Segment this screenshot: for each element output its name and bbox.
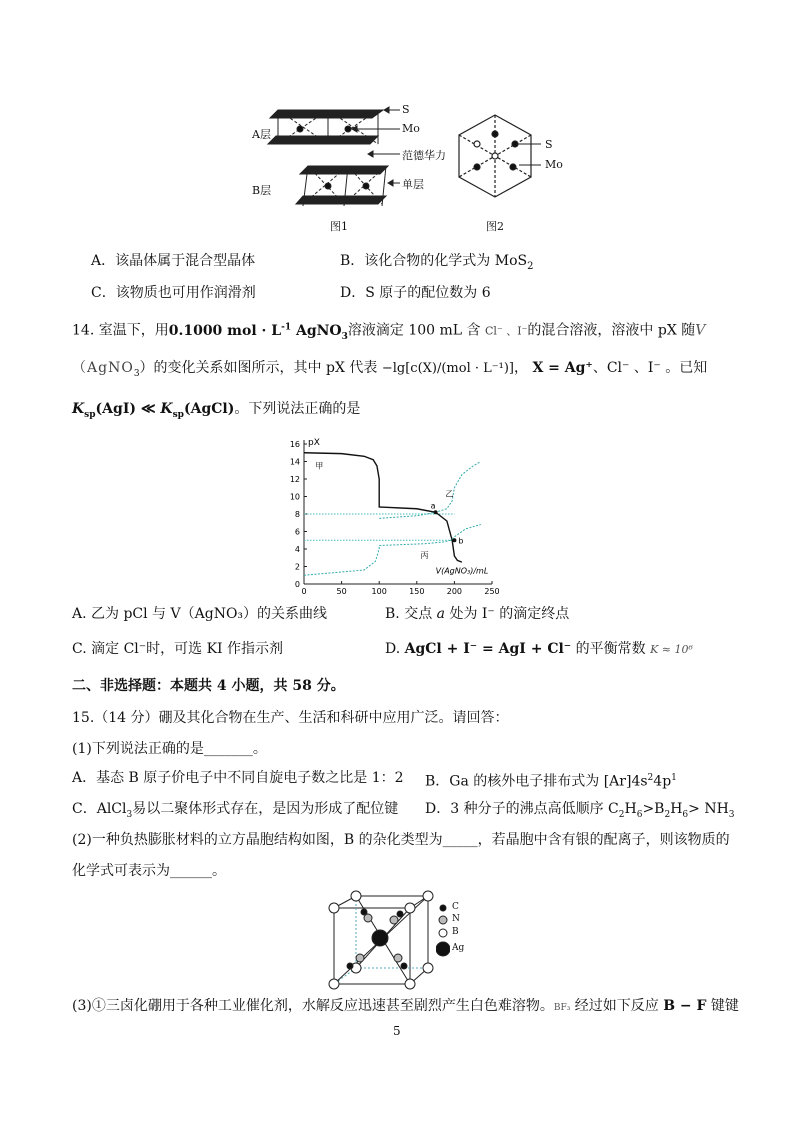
figure1-label-single: 单层 xyxy=(402,178,424,191)
q14-l2-a-sub: 3 xyxy=(133,368,140,379)
q15-od-h: H xyxy=(624,801,637,817)
q14-l3-k1: K xyxy=(72,401,85,417)
figure1-label-a: A层 xyxy=(252,128,271,141)
x-axis-label: V(AgNO₃)/mL xyxy=(435,566,489,576)
q14-l3-tail: 。下列说法正确的是 xyxy=(234,401,361,417)
q15-option-b-pre: B．Ga 的核外电子排布式为 [Ar]4s xyxy=(425,773,648,790)
q14-l2-d: 、Cl⁻ 、I⁻ 。已知 xyxy=(592,360,708,376)
figure2-caption: 图2 xyxy=(486,220,504,233)
q14-l1-b: 溶液滴定 100 mL 含 xyxy=(347,322,481,339)
titration-chart xyxy=(280,434,510,594)
q14-option-d-k: K ≈ 10⁶ xyxy=(650,643,693,656)
legend-n: N xyxy=(452,914,460,924)
y-tick-label: 2 xyxy=(294,562,300,572)
q13-option-c: C．该物质也可用作润滑剂 xyxy=(91,285,256,301)
q15-option-b-sup2: 1 xyxy=(671,773,677,783)
q14-l2-a: （AgNO xyxy=(72,360,134,376)
section2-heading xyxy=(72,677,345,695)
q15-p3-pre: (3)①三卤化硼用于各种工业催化剂，水解反应迅速甚至剧烈产生白色难溶物。 xyxy=(72,998,554,1014)
q15-option-c-post: 易以二聚体形式存在，是因为形成了配位键 xyxy=(132,801,399,817)
q14-l1-c: 的混合溶液，溶液中 pX 随 xyxy=(527,322,696,339)
q15-p3-mid: 经过如下反应 xyxy=(570,998,664,1014)
q14-option-d-eq: AgCl + I⁻ = AgI + Cl⁻ xyxy=(404,641,572,657)
q14-line-2 xyxy=(72,359,707,383)
unit-cell-figure xyxy=(328,890,440,990)
q15-option-c-pre: C．AlCl xyxy=(72,801,127,817)
q15-part2-line1: (2)一种负热膨胀材料的立方晶胞结构如图，B 的杂化类型为_____，若晶胞中含有银的配离子，则该物质的 xyxy=(72,832,730,848)
q14-l1-conc-sup: -1 xyxy=(281,322,292,332)
q15-intro: 15.（14 分）硼及其化合物在生产、生活和科研中应用广泛。请回答： xyxy=(72,710,509,726)
q14-option-a: A. 乙为 pCl 与 V（AgNO₃）的关系曲线 xyxy=(72,606,328,622)
q13-option-d: D．S 原子的配位数为 6 xyxy=(340,285,491,301)
series-label-bing: 丙 xyxy=(420,550,429,560)
y-axis-label: pX xyxy=(308,438,320,448)
section2-post: 分。 xyxy=(311,678,345,694)
y-tick-label: 8 xyxy=(294,510,300,519)
y-tick-label: 0 xyxy=(294,580,300,589)
unit-cell-legend-marks xyxy=(436,900,450,980)
figure1-label-b: B层 xyxy=(252,184,272,197)
legend-ag: Ag xyxy=(452,943,465,953)
figure1-label-mo: Mo xyxy=(402,122,420,135)
q15-od-s1: 2 xyxy=(618,809,625,820)
q14-l3-k2: K xyxy=(160,401,173,417)
q13-option-b xyxy=(340,252,533,276)
y-tick-label: 16 xyxy=(289,440,300,449)
figure1-label-s: S xyxy=(402,103,410,116)
q14-l3-k1-sub: sp xyxy=(84,409,96,420)
series-label-yi: 乙 xyxy=(445,489,454,499)
q14-option-b-a: a xyxy=(436,606,445,622)
y-tick-label: 6 xyxy=(294,527,300,537)
q15-option-b-mid: 4p xyxy=(653,773,672,790)
series-label-jia: 甲 xyxy=(315,461,324,471)
q14-l2-c: ， xyxy=(513,360,528,376)
q14-l1-v: V xyxy=(695,322,706,339)
q14-l1-reagent-sub: 3 xyxy=(341,331,348,342)
legend-c: C xyxy=(452,902,459,912)
q14-l1-ions: Cl⁻ 、I⁻ xyxy=(485,324,528,338)
q14-l3-k2-arg: (AgCl) xyxy=(183,401,235,417)
y-tick-label: 4 xyxy=(294,545,300,554)
section2-score: 58 xyxy=(292,678,312,694)
point-label-b: b xyxy=(458,536,464,546)
q15-option-c xyxy=(72,800,398,824)
figure2-label-s: S xyxy=(545,138,553,151)
q14-l2-b: ）的变化关系如图所示，其中 pX 代表 xyxy=(139,360,378,376)
q14-option-d xyxy=(385,640,693,659)
figure1-label-vdw: 范德华力 xyxy=(402,149,446,162)
q14-l1-reagent: AgNO xyxy=(291,322,342,339)
q15-od-s4: 6 xyxy=(682,809,689,820)
q15-part3 xyxy=(72,997,739,1017)
point-label-a: a xyxy=(430,501,436,511)
page-number: 5 xyxy=(393,1024,401,1038)
q15-option-b-sup1: 2 xyxy=(647,773,654,783)
q14-l1-conc-text: 0.1000 mol · L xyxy=(168,322,282,339)
x-tick-label: 0 xyxy=(301,587,307,594)
q15-option-d xyxy=(425,800,735,824)
q15-od-1: D．3 种分子的沸点高低顺序 C xyxy=(425,801,619,817)
y-tick-label: 14 xyxy=(289,457,300,467)
q14-option-d-pre: D. xyxy=(385,641,405,657)
q14-l3-k2-sub: sp xyxy=(172,409,184,420)
q14-l3-k1-arg: (AgI) ≪ xyxy=(95,401,161,417)
q14-option-b-pre: B. 交点 xyxy=(385,606,437,622)
figure1-crystal-layers xyxy=(248,96,448,236)
x-tick-label: 250 xyxy=(484,587,500,594)
q15-od-gt2: > NH xyxy=(688,801,729,817)
figure2-label-mo: Mo xyxy=(545,158,563,171)
q14-l3-ksp-agi xyxy=(72,401,235,420)
q14-option-c: C. 滴定 Cl⁻时，可选 KI 作指示剂 xyxy=(72,641,284,657)
q14-option-b-post: 处为 I⁻ 的滴定终点 xyxy=(445,606,570,622)
q15-option-b xyxy=(425,769,677,791)
q14-l1-conc xyxy=(168,322,348,342)
q13-option-b-text: B．该化合物的化学式为 MoS xyxy=(340,253,528,269)
section2-mid: 小题，共 xyxy=(226,678,293,694)
q13-option-a: A．该晶体属于混合型晶体 xyxy=(91,253,256,269)
y-tick-label: 12 xyxy=(289,475,300,484)
q15-p3-bf3: BF₃ xyxy=(553,1003,571,1013)
x-tick-label: 150 xyxy=(409,587,425,594)
legend-b: B xyxy=(452,927,459,937)
q15-option-a: A．基态 B 原子价电子中不同自旋电子数之比是 1：2 xyxy=(72,770,404,786)
point-a xyxy=(434,510,438,514)
q15-option-c-sub: 3 xyxy=(126,809,133,820)
q15-p3-bond: B − F xyxy=(663,998,707,1014)
q15-part2-line2: 化学式可表示为______。 xyxy=(72,863,226,879)
figure1-caption: 图1 xyxy=(330,220,348,233)
q14-l1-a: 14. 室温下，用 xyxy=(72,322,169,339)
q14-line-3 xyxy=(72,400,360,424)
section2-num: 4 xyxy=(216,678,227,694)
x-tick-label: 100 xyxy=(371,587,387,594)
x-tick-label: 50 xyxy=(336,587,347,594)
q15-od-h2: H xyxy=(670,801,683,817)
q15-part1: (1)下列说法正确的是_______。 xyxy=(72,741,267,757)
q15-od-gt1: >B xyxy=(642,801,665,817)
q14-l2-x: X = Ag⁺ xyxy=(532,360,593,376)
point-b xyxy=(452,538,456,542)
q14-line-1 xyxy=(72,318,705,345)
q14-option-b xyxy=(385,605,569,623)
q14-l2-formula: −lg[c(X)/(mol · L⁻¹)] xyxy=(381,361,514,376)
q13-option-b-sub: 2 xyxy=(527,260,534,272)
q15-od-s2: 6 xyxy=(636,809,643,820)
q14-option-d-post: 的平衡常数 xyxy=(571,641,651,657)
q15-od-s5: 3 xyxy=(728,809,735,820)
q15-od-s3: 2 xyxy=(664,809,671,820)
section2-pre: 二、非选择题：本题共 xyxy=(72,678,217,694)
x-tick-label: 200 xyxy=(446,587,463,594)
q15-p3-post: 键键 xyxy=(706,998,739,1014)
y-tick-label: 10 xyxy=(289,492,300,502)
figure2-arrows xyxy=(515,130,545,170)
